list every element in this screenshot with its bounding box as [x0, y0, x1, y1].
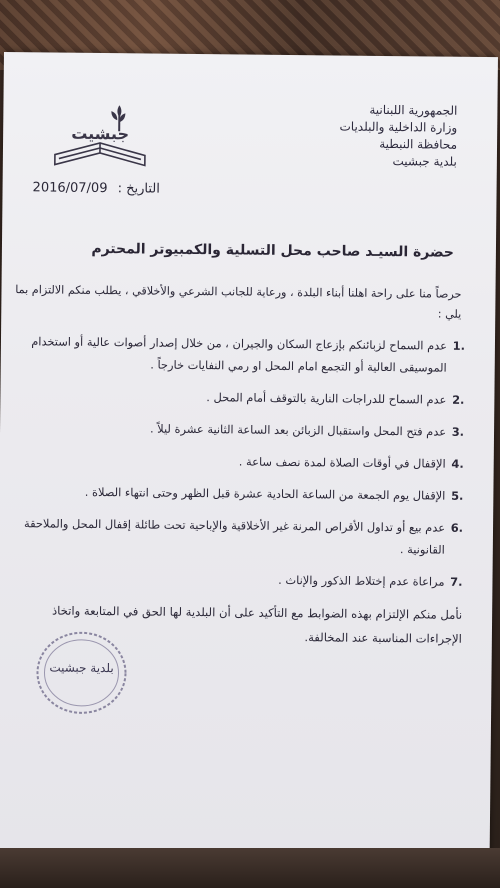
header-governorate: محافظة النبطية — [379, 136, 458, 152]
item-number: 5. — [451, 488, 464, 503]
municipality-stamp — [33, 628, 130, 717]
date-value: 2016/07/09 — [32, 180, 108, 197]
letterhead — [257, 101, 458, 171]
municipality-logo — [45, 92, 156, 183]
item-text: عدم فتح المحل واستقبال الزبائن بعد الساعة الثانية عشرة ليلاً . — [149, 421, 447, 439]
list-item — [8, 448, 464, 475]
item-number: 4. — [451, 456, 464, 471]
item-number: 1. — [452, 338, 466, 353]
requirements-list — [6, 330, 465, 603]
list-item — [8, 384, 464, 411]
list-item — [8, 416, 464, 443]
item-text: عدم السماح لزبائنكم بإزعاج السكان والجيران ، من خلال إصدار أصوات عالية أو استخدام الموسيقى العالية أو التجمع امام المحل او رمي النفايات خارجاً . — [31, 334, 448, 375]
list-item — [7, 480, 463, 507]
stamp-text: بلدية جبشيت — [49, 660, 114, 676]
intro-paragraph: حرصاً منا على راحة اهلنا أبناء البلدة ، ورعاية للجانب الشرعي والأخلاقي ، يطلب منكم الالتزام بما يلي : — [15, 283, 462, 321]
open-book-with-olive-branch-icon — [45, 92, 156, 183]
header-ministry: وزارة الداخلية والبلديات — [339, 119, 458, 135]
item-number: 3. — [451, 424, 465, 439]
item-text: عدم السماح للدراجات النارية بالتوقف أمام المحل . — [206, 390, 447, 407]
closing-paragraph: نأمل منكم الإلتزام بهذه الضوابط مع التأكيد على أن البلدية لها الحق في المتابعة واتخاذ الإجراءات المناسبة عند المخالفة. — [51, 603, 463, 646]
item-number: 7. — [450, 574, 463, 589]
item-number: 6. — [450, 520, 464, 535]
item-text: عدم بيع أو تداول الأقراص المرنة غير الأخلاقية والإباحية تحت طائلة إقفال المحل والملاحقة القانونية . — [23, 516, 446, 557]
item-number: 2. — [452, 392, 465, 407]
item-text: مراعاة عدم إختلاط الذكور والإناث . — [278, 572, 445, 589]
letter-paper — [0, 52, 498, 857]
list-item — [7, 512, 463, 561]
header-country: الجمهورية اللبنانية — [369, 102, 458, 118]
item-text: الإقفال في أوقات الصلاة لمدة نصف ساعة . — [238, 454, 446, 471]
date-line — [33, 180, 160, 196]
header-municipality: بلدية جبشيت — [392, 154, 457, 169]
list-item — [6, 566, 462, 593]
addressee-heading: حضرة السيـد صاحب محل التسلية والكمبيوتر المحترم — [91, 240, 455, 261]
logo-text: جبشيت — [71, 123, 130, 144]
bottom-edge — [0, 848, 500, 888]
list-item — [9, 330, 465, 379]
date-label: التاريخ : — [117, 181, 160, 197]
item-text: الإقفال يوم الجمعة من الساعة الحادية عشرة قبل الظهر وحتى انتهاء الصلاة . — [84, 484, 446, 503]
